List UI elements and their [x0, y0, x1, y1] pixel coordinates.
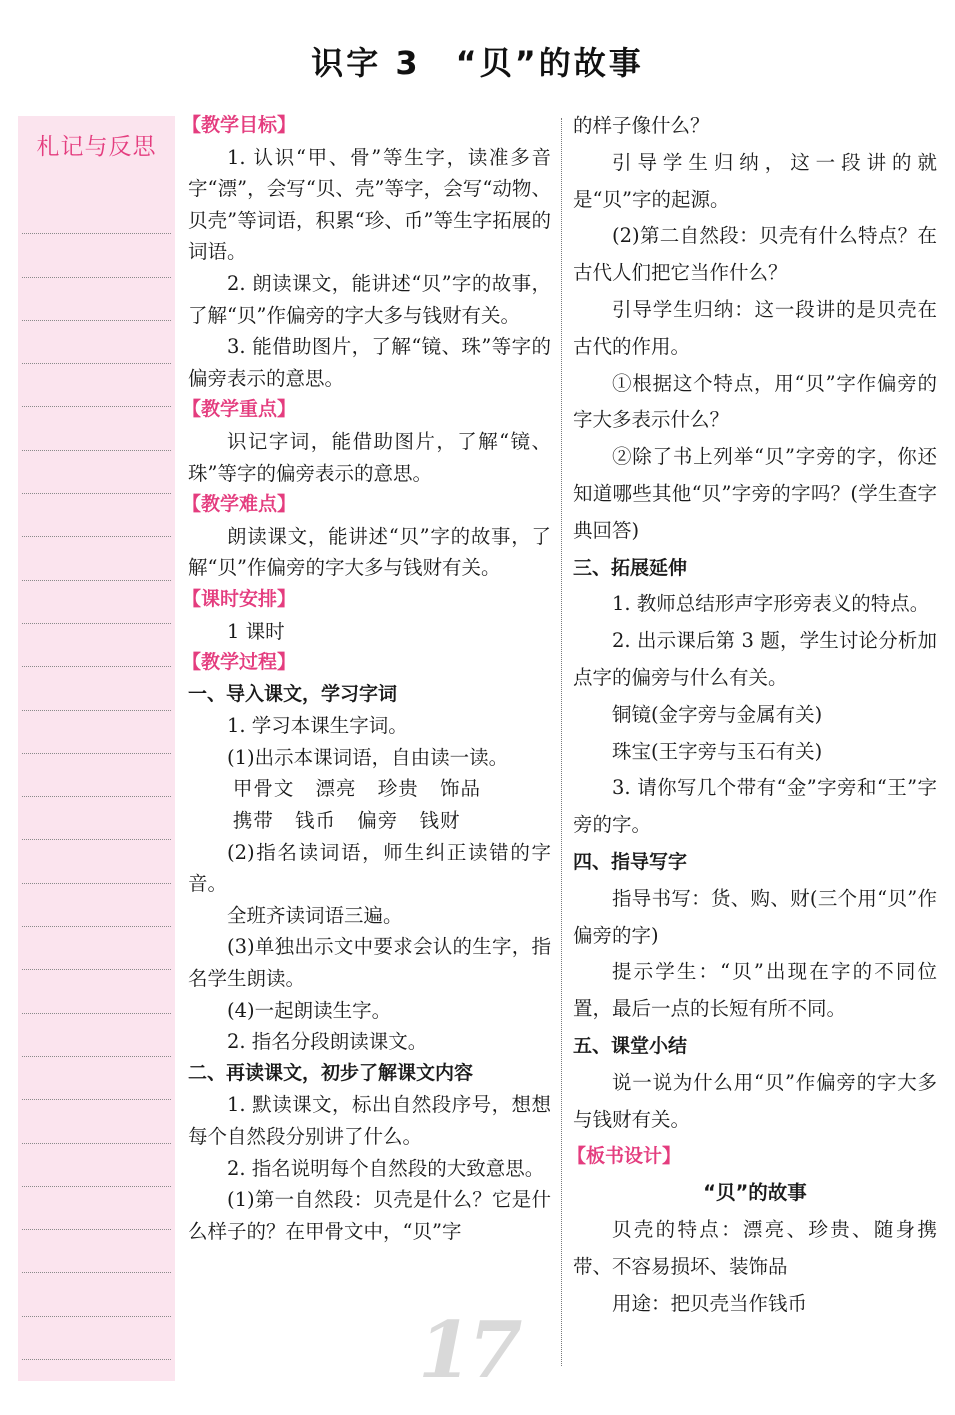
section-label: 【教学目标】 — [182, 114, 297, 136]
section-label: 【教学难点】 — [182, 493, 297, 516]
paragraph: 珠宝(王字旁与玉石有关) — [612, 739, 823, 763]
paragraph: 引导学生归纳：这一段讲的是贝壳在古代的作用。 — [573, 297, 937, 358]
note-line — [22, 754, 171, 797]
paragraph: “贝”的故事 — [703, 1181, 807, 1205]
note-line — [22, 884, 171, 927]
note-line — [22, 840, 171, 883]
paragraph: 说一说为什么用“贝”作偏旁的字大多与钱财有关。 — [573, 1070, 937, 1131]
paragraph: 1. 学习本课生字词。 — [227, 714, 408, 738]
paragraph: 1. 认识“甲、骨”等生字，读准多音字“漂”，会写“贝、壳”等字，会写“动物、贝壳”等词语，积累“珍、币”等生字拓展的词语。 — [188, 145, 551, 264]
paragraph: 2. 出示课后第 3 题，学生讨论分析加点字的偏旁与什么有关。 — [573, 629, 937, 689]
note-line — [22, 1317, 171, 1360]
paragraph: ②除了书上列举“贝”字旁的字，你还知道哪些其他“贝”字旁的字吗？(学生查字典回答) — [573, 445, 937, 542]
note-line — [22, 797, 171, 840]
notes-title: 札记与反思 — [36, 134, 157, 160]
note-line — [22, 1230, 171, 1273]
page-number: 17 — [418, 1305, 519, 1396]
paragraph: 3. 请你写几个带有“金”字旁和“王”字旁的字。 — [573, 776, 937, 837]
note-line — [22, 1187, 171, 1230]
paragraph: 全班齐读词语三遍。 — [227, 903, 403, 927]
note-lines — [22, 191, 171, 1360]
note-line — [22, 970, 171, 1013]
paragraph: 携带 钱币 偏旁 钱财 — [232, 809, 461, 833]
paragraph: 铜镜(金字旁与金属有关) — [612, 702, 823, 726]
note-line — [22, 1014, 171, 1057]
paragraph: 1. 默读课文，标出自然段序号，想想每个自然段分别讲了什么。 — [188, 1093, 551, 1148]
note-line — [22, 191, 171, 234]
paragraph: (1)第一自然段：贝壳是什么？它是什么样子的？在甲骨文中，“贝”字 — [188, 1188, 551, 1243]
note-line — [22, 451, 171, 494]
section-label: 【教学重点】 — [182, 398, 297, 421]
note-line — [22, 364, 171, 407]
column-divider — [561, 118, 562, 1366]
paragraph: 引导学生归纳，这一段讲的就是“贝”字的起源。 — [573, 150, 937, 211]
note-line — [22, 278, 171, 321]
note-line — [22, 1144, 171, 1187]
paragraph: 甲骨文 漂亮 珍贵 饰品 — [232, 777, 481, 801]
section-label: 【教学过程】 — [182, 651, 297, 674]
paragraph: 1. 教师总结形声字形旁表义的特点。 — [612, 592, 930, 616]
note-line — [22, 667, 171, 710]
note-line — [22, 927, 171, 970]
section-heading: 四、指导写字 — [573, 850, 688, 873]
paragraph: (3)单独出示文中要求会认的生字，指名学生朗读。 — [188, 935, 551, 991]
paragraph: 2. 指名分段朗读课文。 — [227, 1030, 428, 1054]
paragraph: 贝壳的特点：漂亮、珍贵、随身携带、不容易损坏、装饰品 — [573, 1217, 937, 1278]
note-line — [22, 711, 171, 754]
note-line — [22, 1057, 171, 1100]
note-line — [22, 234, 171, 277]
paragraph: 3. 能借助图片，了解“镜、珠”等字的偏旁表示的意思。 — [188, 335, 551, 390]
paragraph: 用途：把贝壳当作钱币 — [612, 1291, 808, 1315]
paragraph: 朗读课文，能讲述“贝”字的故事，了解“贝”作偏旁的字大多与钱财有关。 — [188, 524, 551, 580]
paragraph: 提示学生：“贝”出现在字的不同位置，最后一点的长短有所不同。 — [573, 960, 937, 1021]
left-column — [182, 110, 551, 1247]
paragraph: 1 课时 — [227, 619, 285, 643]
section-label: 【板书设计】 — [567, 1145, 682, 1168]
section-heading: 二、再读课文，初步了解课文内容 — [188, 1061, 474, 1084]
note-line — [22, 321, 171, 364]
paragraph: (1)出示本课词语，自由读一读。 — [227, 745, 509, 769]
paragraph: 指导书写：货、购、财(三个用“贝”作偏旁的字) — [573, 886, 937, 947]
section-label: 【课时安排】 — [182, 587, 297, 610]
section-heading: 五、课堂小结 — [573, 1034, 688, 1057]
paragraph: 的样子像什么？ — [573, 114, 710, 137]
note-line — [22, 624, 171, 667]
paragraph: 2. 朗读课文，能讲述“贝”字的故事，了解“贝”作偏旁的字大多与钱财有关。 — [188, 271, 551, 327]
paragraph: ①根据这个特点，用“贝”字作偏旁的字大多表示什么？ — [573, 371, 937, 432]
notes-sidebar — [18, 116, 175, 1381]
page-title: 识字 3 “贝”的故事 — [311, 44, 644, 82]
paragraph: (2)指名读词语，师生纠正读错的字音。 — [188, 840, 551, 896]
section-heading: 三、拓展延伸 — [573, 556, 688, 579]
note-line — [22, 494, 171, 537]
section-heading: 一、导入课文，学习字词 — [188, 682, 398, 705]
paragraph: (2)第二自然段：贝壳有什么特点？在古代人们把它当作什么？ — [573, 224, 937, 285]
note-line — [22, 1100, 171, 1143]
note-line — [22, 537, 171, 580]
note-line — [22, 581, 171, 624]
paragraph: 2. 指名说明每个自然段的大致意思。 — [227, 1156, 545, 1180]
paragraph: 识记字词，能借助图片，了解“镜、珠”等字的偏旁表示的意思。 — [188, 429, 551, 485]
note-line — [22, 407, 171, 450]
note-line — [22, 1273, 171, 1316]
paragraph: (4)一起朗读生字。 — [227, 998, 392, 1022]
right-column — [567, 108, 937, 1322]
